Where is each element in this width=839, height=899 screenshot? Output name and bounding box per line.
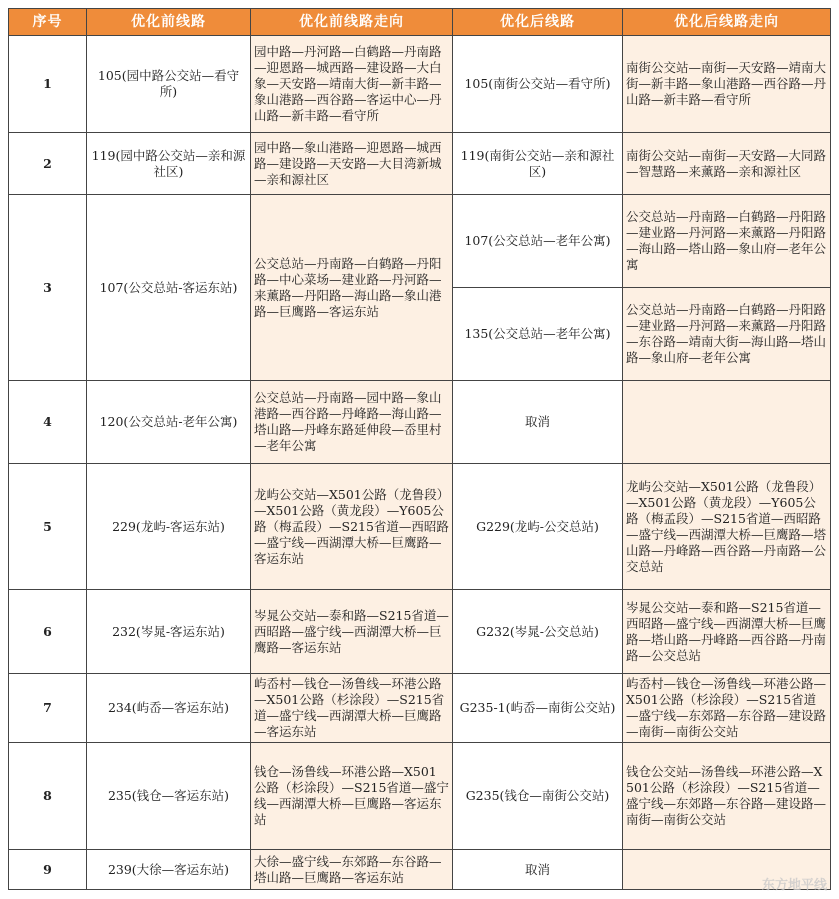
old-line: 234(屿岙—客运东站) — [87, 674, 251, 743]
row-num: 1 — [9, 36, 87, 133]
header-old-line: 优化前线路 — [87, 9, 251, 36]
table-row — [9, 133, 831, 195]
old-route: 园中路—丹河路—白鹤路—丹南路—迎恩路—城西路—建设路—大白象—天安路—靖南大街—新丰路—象山港路—西谷路—客运中心—丹山路—新丰路—看守所 — [251, 36, 453, 133]
new-route: 公交总站—丹南路—白鹤路—丹阳路—建业路—丹河路—来薰路—丹阳路—海山路—塔山路—象山府—老年公寓 — [623, 195, 831, 288]
route-optimization-table — [8, 8, 831, 890]
new-line: G235-1(屿岙—南街公交站) — [453, 674, 623, 743]
watermark-logo: 东方地平线 — [761, 878, 827, 893]
new-route: 屿岙村—钱仓—汤鲁线—环港公路—X501公路（杉涂段）—S215省道—盛宁线—东郊路—东谷路—建设路—南街—南街公交站 — [623, 674, 831, 743]
table-row — [9, 590, 831, 674]
table-row — [9, 674, 831, 743]
old-route: 钱仓—汤鲁线—环港公路—X501公路（杉涂段）—S215省道—盛宁线—西湖潭大桥—巨鹰路—客运东站 — [251, 743, 453, 850]
header-new-route: 优化后线路走向 — [623, 9, 831, 36]
table-header-row — [9, 9, 831, 36]
row-num: 5 — [9, 464, 87, 590]
new-route: 岑晁公交站—泰和路—S215省道—西昭路—盛宁线—西湖潭大桥—巨鹰路—塔山路—丹峰路—西谷路—丹南路—公交总站 — [623, 590, 831, 674]
new-route: 钱仓公交站—汤鲁线—环港公路—X501公路（杉涂段）—S215省道—盛宁线—东郊路—东谷路—建设路—南街—南街公交站 — [623, 743, 831, 850]
old-line: 105(园中路公交站—看守所) — [87, 36, 251, 133]
header-num: 序号 — [9, 9, 87, 36]
row-num: 2 — [9, 133, 87, 195]
old-line: 235(钱仓—客运东站) — [87, 743, 251, 850]
new-line: 105(南街公交站—看守所) — [453, 36, 623, 133]
table-row — [9, 381, 831, 464]
table-row — [9, 850, 831, 890]
row-num: 8 — [9, 743, 87, 850]
header-new-line: 优化后线路 — [453, 9, 623, 36]
new-route: 龙屿公交站—X501公路（龙鲁段）—X501公路（黄龙段）—Y605公路（梅孟段）—S215省道—西昭路—盛宁线—西湖潭大桥—巨鹰路—塔山路—丹峰路—西谷路—丹南路—公交总站 — [623, 464, 831, 590]
old-line: 119(园中路公交站—亲和源社区) — [87, 133, 251, 195]
new-route-2: 公交总站—丹南路—白鹤路—丹阳路—建业路—丹河路—来薰路—丹阳路—东谷路—靖南大街—海山路—塔山路—象山府—老年公寓 — [623, 288, 831, 381]
new-line-cancelled: 取消 — [453, 850, 623, 890]
new-line-cancelled: 取消 — [453, 381, 623, 464]
row-num: 3 — [9, 195, 87, 381]
table-row — [9, 36, 831, 133]
old-line: 107(公交总站-客运东站) — [87, 195, 251, 381]
row-num: 9 — [9, 850, 87, 890]
old-route: 岑晁公交站—泰和路—S215省道—西昭路—盛宁线—西湖潭大桥—巨鹰路—客运东站 — [251, 590, 453, 674]
old-route: 大徐—盛宁线—东郊路—东谷路—塔山路—巨鹰路—客运东站 — [251, 850, 453, 890]
old-line: 239(大徐—客运东站) — [87, 850, 251, 890]
table-row — [9, 195, 831, 288]
new-line: 119(南街公交站—亲和源社区) — [453, 133, 623, 195]
new-line: 107(公交总站—老年公寓) — [453, 195, 623, 288]
table-row — [9, 464, 831, 590]
new-route: 南街公交站—南街—天安路—靖南大街—新丰路—象山港路—西谷路—丹山路—新丰路—看守所 — [623, 36, 831, 133]
old-route: 公交总站—丹南路—白鹤路—丹阳路—中心菜场—建业路—丹河路—来薰路—丹阳路—海山路—象山港路—巨鹰路—客运东站 — [251, 195, 453, 381]
header-old-route: 优化前线路走向 — [251, 9, 453, 36]
new-line: G229(龙屿-公交总站) — [453, 464, 623, 590]
old-route: 屿岙村—钱仓—汤鲁线—环港公路—X501公路（杉涂段）—S215省道—盛宁线—西湖潭大桥—巨鹰路—客运东站 — [251, 674, 453, 743]
new-line-2: 135(公交总站—老年公寓) — [453, 288, 623, 381]
old-line: 120(公交总站-老年公寓) — [87, 381, 251, 464]
row-num: 4 — [9, 381, 87, 464]
new-line: G235(钱仓—南街公交站) — [453, 743, 623, 850]
old-route: 龙屿公交站—X501公路（龙鲁段）—X501公路（黄龙段）—Y605公路（梅孟段）—S215省道—西昭路—盛宁线—西湖潭大桥—巨鹰路—客运东站 — [251, 464, 453, 590]
new-route-empty — [623, 381, 831, 464]
new-line: G232(岑晁-公交总站) — [453, 590, 623, 674]
old-route: 公交总站—丹南路—园中路—象山港路—西谷路—丹峰路—海山路—塔山路—丹峰东路延伸段—岙里村—老年公寓 — [251, 381, 453, 464]
old-line: 229(龙屿-客运东站) — [87, 464, 251, 590]
row-num: 7 — [9, 674, 87, 743]
row-num: 6 — [9, 590, 87, 674]
old-route: 园中路—象山港路—迎恩路—城西路—建设路—天安路—大目湾新城—亲和源社区 — [251, 133, 453, 195]
table-row — [9, 743, 831, 850]
old-line: 232(岑晁-客运东站) — [87, 590, 251, 674]
new-route: 南街公交站—南街—天安路—大同路—智慧路—来薰路—亲和源社区 — [623, 133, 831, 195]
